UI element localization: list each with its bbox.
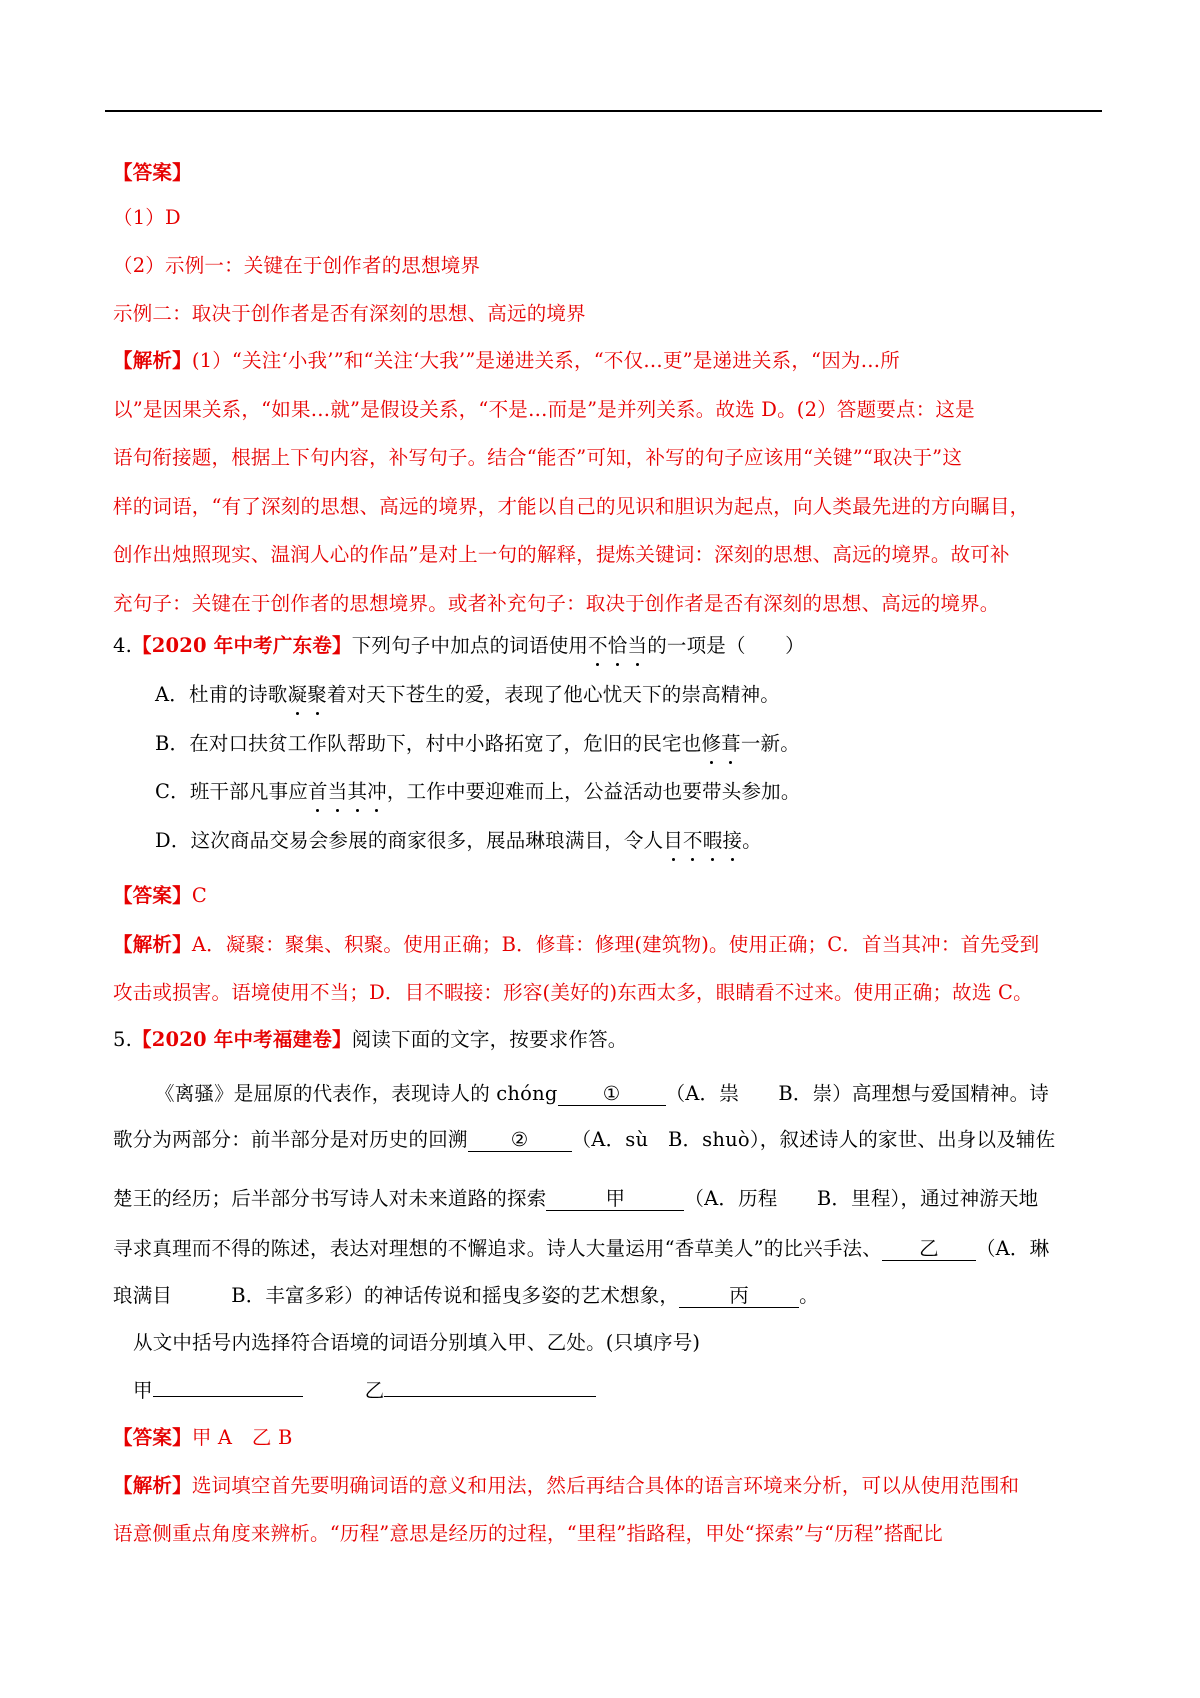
blank-2: ② [468,1129,572,1152]
q4-stem: 4.【2020 年中考广东卷】下列句子中加点的词语使用不恰当的一项是（ ） [113,634,805,657]
header-rule [105,110,1102,112]
q4-dotted: 不恰当 [588,634,648,657]
analysis-line-3: 语句衔接题，根据上下句内容，补写句子。结合“能否”可知，补写的句子应该用“关键”“取决于”这 [113,446,963,469]
q5-fill-line: 甲 乙 [133,1378,596,1404]
blank-jia: 甲 [546,1188,684,1211]
q4-option-d: D．这次商品交易会参展的商家很多，展品琳琅满目，令人目不暇接。 [155,829,762,852]
q5-stem: 5.【2020 年中考福建卷】阅读下面的文字，按要求作答。 [113,1028,628,1051]
q5-analysis-line-2: 语意侧重点角度来辨析。“历程”意思是经历的过程，“里程”指路程，甲处“探索”与“历程”搭配比 [113,1522,943,1545]
blank-yi: 乙 [882,1238,976,1261]
analysis-line-2: 以”是因果关系，“如果…就”是假设关系，“不是…而是”是并列关系。故选 D。(2）答题要点：这是 [113,398,975,421]
q4-answer: 【答案】C [113,884,207,907]
q4-option-c: C．班干部凡事应首当其冲，工作中要迎难而上，公益活动也要带头参加。 [155,780,801,803]
q5-passage-line-2: 歌分为两部分：前半部分是对历史的回溯 ② （A．sù B．shuò），叙述诗人的家世、出身以及辅佐 [113,1128,1056,1151]
blank-bing: 丙 [679,1285,799,1308]
fill-jia-input[interactable] [153,1396,303,1397]
blank-1: ① [558,1083,666,1106]
q5-passage-line-3: 楚王的经历；后半部分书写诗人对未来道路的探索 甲 （A．历程 B．里程），通过神游天地 [113,1187,1039,1210]
q5-passage-line-5: 琅满目 B．丰富多彩）的神话传说和摇曳多姿的艺术想象， 丙 。 [113,1284,819,1307]
q5-passage-line-1: 《离骚》是屈原的代表作，表现诗人的 chóng ① （A．祟 B．崇）高理想与爱国精神。诗 [155,1082,1049,1105]
fill-yi-input[interactable] [384,1396,596,1397]
analysis-line-6: 充句子：关键在于创作者的思想境界。或者补充句子：取决于创作者是否有深刻的思想、高远的境界。 [113,592,1000,615]
answer-line-1: （1）D [113,206,181,229]
q5-source: 【2020 年中考福建卷】 [132,1028,352,1051]
q5-answer: 【答案】甲 A 乙 B [113,1426,293,1449]
q4-analysis-line-1: 【解析】A．凝聚：聚集、积聚。使用正确；B．修葺：修理(建筑物)。使用正确；C．首当其冲：首先受到 [113,933,1040,956]
answer-line-2: （2）示例一：关键在于创作者的思想境界 [113,254,481,277]
q5-instruction: 从文中括号内选择符合语境的词语分别填入甲、乙处。(只填序号) [133,1331,701,1354]
q5-passage-line-4: 寻求真理而不得的陈述，表达对理想的不懈追求。诗人大量运用“香草美人”的比兴手法、 乙 （A．琳 [113,1237,1050,1260]
q4-analysis-line-2: 攻击或损害。语境使用不当；D．目不暇接：形容(美好的)东西太多，眼睛看不过来。使用正确；故选 C。 [113,981,1033,1004]
analysis-tag: 【解析】 [113,349,192,372]
q4-option-b: B．在对口扶贫工作队帮助下，村中小路拓宽了，危旧的民宅也修葺一新。 [155,732,800,755]
q4-source: 【2020 年中考广东卷】 [132,634,352,657]
q4-option-a: A．杜甫的诗歌凝聚着对天下苍生的爱，表现了他心忧天下的崇高精神。 [155,683,780,706]
analysis-line-1: 【解析】(1）“关注‘小我’”和“关注‘大我’”是递进关系，“不仅…更”是递进关系，“因为…所 [113,349,901,372]
analysis-line-5: 创作出烛照现实、温润人心的作品”是对上一句的解释，提炼关键词：深刻的思想、高远的境界。故可补 [113,543,1010,566]
q5-analysis-line-1: 【解析】选词填空首先要明确词语的意义和用法，然后再结合具体的语言环境来分析，可以从使用范围和 [113,1474,1020,1497]
answer-tag: 【答案】 [113,161,192,184]
analysis-line-4: 样的词语，“有了深刻的思想、高远的境界，才能以自己的见识和胆识为起点，向人类最先进的方向瞩目， [113,495,1030,518]
answer-line-3: 示例二：取决于创作者是否有深刻的思想、高远的境界 [113,302,586,325]
